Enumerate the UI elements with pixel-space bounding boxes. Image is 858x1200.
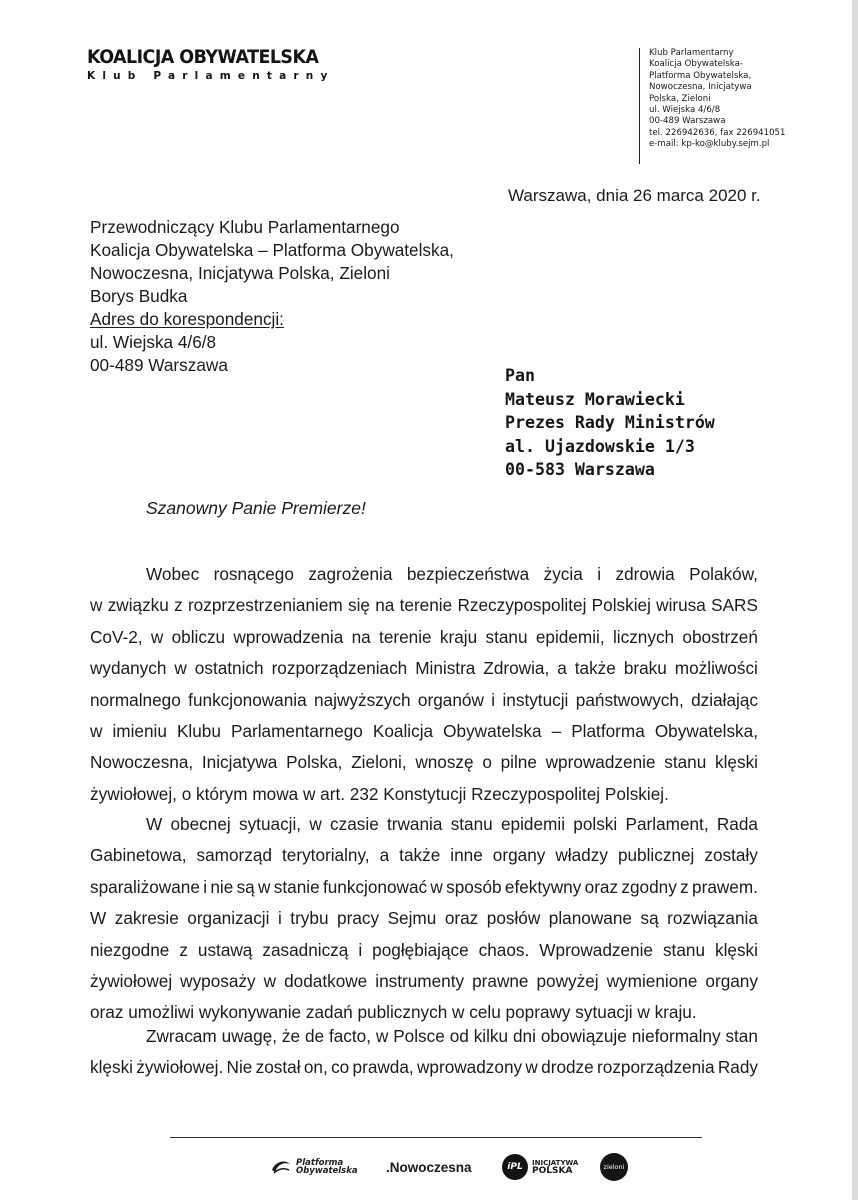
word: na [351, 626, 371, 647]
word: zagrożenia [308, 564, 393, 584]
word: Rada [716, 814, 758, 834]
address-label: Adres do korespondencji: [90, 309, 284, 329]
word: się [347, 595, 370, 616]
text-line: oraz umożliwi wykonywanie zadań publicznych w celu poprawy sytuacji w kraju. [90, 1002, 697, 1023]
word: Obywatelska, [654, 720, 758, 741]
text-line [90, 903, 758, 934]
recipient-block [505, 364, 715, 482]
word: czasie [330, 814, 379, 834]
word: funkcjonowania [188, 689, 307, 710]
word: a [557, 658, 567, 679]
word: Gabinetowa, [90, 845, 187, 866]
word: żywiołowej. [136, 1057, 224, 1078]
sender-name: Borys Budka [90, 286, 188, 306]
word: że [281, 1026, 301, 1046]
word: wprowadzenia [233, 626, 344, 647]
word: instytucji [502, 689, 569, 710]
word: organów [417, 689, 484, 710]
contact-line: tel. 226942636, fax 226941051 [649, 127, 786, 138]
sender-block [90, 216, 454, 377]
word: Sejmu [387, 908, 437, 929]
word: państwowych, [575, 689, 684, 710]
word: pogłębiające [372, 939, 469, 960]
text-line [90, 966, 758, 997]
text-line [90, 872, 758, 903]
word: kilku [473, 1026, 509, 1046]
word: wydanych [90, 658, 167, 679]
word: rosnącego [213, 564, 294, 584]
body-paragraph-2 [90, 809, 758, 1029]
word: w [309, 814, 322, 834]
word: Parlament, [625, 814, 709, 834]
word: z [174, 595, 183, 616]
recipient-line: Pan [505, 366, 535, 385]
sender-line: Nowoczesna, Inicjatywa Polska, Zieloni [90, 263, 390, 283]
word: dodatkowe [284, 970, 368, 991]
ipl-line: POLSKA [532, 1166, 573, 1176]
word: klęski [714, 939, 758, 960]
word: działając [691, 689, 758, 710]
word: licznych [612, 626, 675, 647]
recipient-line: Prezes Rady Ministrów [505, 413, 715, 432]
word: w [258, 876, 271, 897]
platforma-obywatelska-logo [270, 1150, 358, 1184]
body-paragraph-3 [90, 1021, 758, 1084]
word: w [263, 970, 277, 991]
recipient-line: 00-583 Warszawa [505, 460, 655, 479]
word: Rzeczypospolitej [457, 595, 587, 616]
word: stanu [450, 814, 493, 834]
word: pracy [337, 908, 380, 929]
word: i [491, 689, 496, 710]
address-line: ul. Wiejska 4/6/8 [90, 332, 217, 352]
word: w [174, 658, 187, 679]
contact-line: Klub Parlamentarny [649, 48, 734, 58]
word: w [430, 876, 443, 897]
text-line [90, 685, 758, 716]
text-line [90, 590, 758, 621]
word: Ministra [415, 658, 476, 679]
word: samorząd [196, 845, 272, 866]
word: polski [573, 814, 618, 834]
word: Wprowadzenie [539, 939, 653, 960]
word: są [640, 908, 659, 929]
contact-line: Koalicja Obywatelska- [649, 59, 743, 70]
brand-title: KOALICJA OBYWATELSKA [87, 46, 319, 68]
word: Polska, [286, 752, 343, 773]
text-line [90, 809, 758, 840]
text-line [90, 559, 758, 590]
text-line [90, 622, 758, 653]
word: instrumenty [375, 970, 465, 991]
word: rozwiązania [667, 908, 758, 929]
word: Platforma [571, 720, 645, 741]
word: Polaków, [689, 564, 758, 584]
zieloni-logo [600, 1150, 628, 1184]
text-line [90, 935, 758, 966]
word: uwagę, [221, 1026, 277, 1046]
word: także [399, 845, 441, 866]
word: publicznej [617, 845, 695, 866]
contact-line: Platforma Obywatelska, [649, 70, 752, 81]
text-line [90, 1052, 758, 1083]
word: wnoszę [415, 752, 474, 773]
word: drodze [541, 1057, 594, 1078]
contact-line: Nowoczesna, Inicjatywa [649, 82, 752, 93]
word: de [304, 1026, 325, 1046]
word: prawem. [692, 876, 758, 897]
word: terenie [399, 595, 453, 616]
word: Obywatelska [443, 720, 542, 741]
word: oraz [444, 908, 479, 929]
word: on, [303, 1057, 328, 1078]
word: W [146, 814, 163, 834]
word: W [90, 908, 107, 929]
word: planowane [548, 908, 632, 929]
word: został [255, 1057, 301, 1078]
word: Zdrowia, [483, 658, 550, 679]
word: rozprzestrzenianiem [187, 595, 343, 616]
word: SARS [711, 595, 758, 616]
word: terenie [379, 626, 432, 647]
word: żywiołowej [90, 970, 173, 991]
word: facto, [328, 1026, 371, 1046]
address-line: 00-489 Warszawa [90, 355, 228, 375]
word: rozporządzeniach [271, 658, 408, 679]
word: wprowadzenie [545, 752, 656, 773]
text-line [90, 716, 758, 747]
footer-logos [270, 1150, 640, 1184]
word: Koalicja [372, 720, 434, 741]
word: Rady [717, 1057, 758, 1078]
word: zasadniczą [262, 939, 349, 960]
body-paragraph-1 [90, 559, 758, 810]
contact-block [639, 48, 849, 164]
word: nieformalny [631, 1026, 721, 1046]
word: sytuacji, [238, 814, 302, 834]
word: stanu [664, 752, 707, 773]
word: na [375, 595, 395, 616]
word: prawne [472, 970, 529, 991]
word: chaos. [478, 939, 530, 960]
word: stanu [485, 626, 528, 647]
word: bezpieczeństwa [406, 564, 530, 584]
recipient-line: al. Ujazdowskie 1/3 [505, 436, 695, 456]
word: od [449, 1026, 469, 1046]
letterhead-brand [87, 46, 339, 82]
word: imieniu [112, 720, 167, 741]
po-line: Obywatelska [296, 1166, 358, 1176]
nowoczesna-logo: .Nowoczesna [386, 1159, 472, 1175]
word: – [551, 720, 562, 741]
word: w [150, 626, 164, 647]
recipient-name: Mateusz Morawiecki [505, 389, 685, 409]
word: powyżej [536, 970, 599, 991]
page-edge [852, 0, 858, 1200]
contact-line: Polska, Zieloni [649, 93, 711, 104]
word: w [375, 1026, 389, 1046]
word: epidemii [501, 814, 566, 834]
word: trwania [387, 814, 443, 834]
contact-line: 00-489 Warszawa [649, 116, 726, 127]
po-swoosh-icon [270, 1158, 292, 1176]
word: terytorialny, [282, 845, 370, 866]
word: epidemii, [535, 626, 605, 647]
word: organy [705, 970, 758, 991]
word: obecnej [170, 814, 231, 834]
word: wirusa [656, 595, 706, 616]
word: co [331, 1057, 350, 1078]
word: CoV-2, [90, 626, 143, 647]
contact-line: ul. Wiejska 4/6/8 [649, 105, 721, 116]
word: stanie [273, 876, 320, 897]
word: możliwości [674, 658, 758, 679]
salutation: Szanowny Panie Premierze! [146, 498, 366, 518]
word: wymienione [606, 970, 698, 991]
word: Nowoczesna, [90, 752, 194, 773]
word: stanu [662, 939, 705, 960]
word: obowiązuje [540, 1026, 627, 1046]
word: sparaliżowane [90, 876, 200, 897]
word: Polskiej [591, 595, 651, 616]
word: kraju [439, 626, 478, 647]
word: Polsce [393, 1026, 445, 1046]
word: są [236, 876, 255, 897]
word: i [277, 908, 282, 929]
word: i [358, 939, 363, 960]
brand-subtitle: Klub Parlamentarny [87, 70, 335, 82]
footer-divider [170, 1137, 702, 1138]
word: klęski [90, 1057, 133, 1078]
word: organizacji [187, 908, 270, 929]
word: dni [512, 1026, 536, 1046]
word: także [574, 658, 616, 679]
ipl-line: INICJATYWA [532, 1159, 579, 1167]
word: z [680, 876, 689, 897]
word: wyposaży [180, 970, 256, 991]
word: zakresie [114, 908, 179, 929]
word: funkcjonować [322, 876, 428, 897]
word: z [179, 939, 188, 960]
word: w [525, 1057, 538, 1078]
sender-line: Koalicja Obywatelska – Platforma Obywatelska, [90, 240, 454, 260]
word: najwyższych [314, 689, 411, 710]
word: normalnego [90, 689, 181, 710]
word: i [597, 564, 602, 584]
word: a [379, 845, 390, 866]
word: obliczu [171, 626, 226, 647]
word: braku [623, 658, 667, 679]
word: Nie [226, 1057, 253, 1078]
text-line: żywiołowej, o którym mowa w art. 232 Konstytucji Rzeczypospolitej Polskiej. [90, 783, 669, 804]
word: zostały [704, 845, 758, 866]
word: posłów [486, 908, 541, 929]
word: stan [725, 1026, 758, 1046]
ipl-logo [502, 1150, 578, 1184]
word: pilne [500, 752, 537, 773]
sender-line: Przewodniczący Klubu Parlamentarnego [90, 217, 400, 237]
text-line [90, 1021, 758, 1052]
ipl-mark: iPL [502, 1154, 528, 1180]
word: władzy [555, 845, 608, 866]
word: związku [107, 595, 169, 616]
word: ustawą [197, 939, 253, 960]
word: nie [210, 876, 234, 897]
word: zdrowia [615, 564, 675, 584]
word: ostatnich [194, 658, 264, 679]
word: Wobec [146, 564, 200, 584]
word: w [90, 720, 103, 741]
word: wprowadzony [417, 1057, 523, 1078]
word: prawda, [352, 1057, 414, 1078]
word: organy [492, 845, 546, 866]
word: o [482, 752, 492, 773]
word: Inicjatywa [201, 752, 278, 773]
word: efektywny [504, 876, 582, 897]
word: rozporządzenia [597, 1057, 715, 1078]
text-line [90, 653, 758, 684]
letter-date: Warszawa, dnia 26 marca 2020 r. [508, 186, 761, 205]
word: oraz [584, 876, 619, 897]
text-line [90, 747, 758, 778]
word: inne [450, 845, 483, 866]
word: życia [543, 564, 583, 584]
word: zgodny [621, 876, 677, 897]
word: Zwracam [146, 1026, 217, 1046]
word: obostrzeń [682, 626, 758, 647]
word: Zieloni, [351, 752, 407, 773]
po-line: Platforma [296, 1157, 344, 1168]
word: w [90, 595, 103, 616]
word: klęski [715, 752, 758, 773]
word: Parlamentarnego [230, 720, 363, 741]
word: trybu [290, 908, 329, 929]
word: i [203, 876, 208, 897]
contact-line: e-mail: kp-ko@kluby.sejm.pl [649, 139, 770, 150]
zieloni-mark: zieloni [600, 1153, 628, 1181]
word: Klubu [176, 720, 221, 741]
word: sposób [446, 876, 502, 897]
word: niezgodne [90, 939, 170, 960]
text-line [90, 840, 758, 871]
